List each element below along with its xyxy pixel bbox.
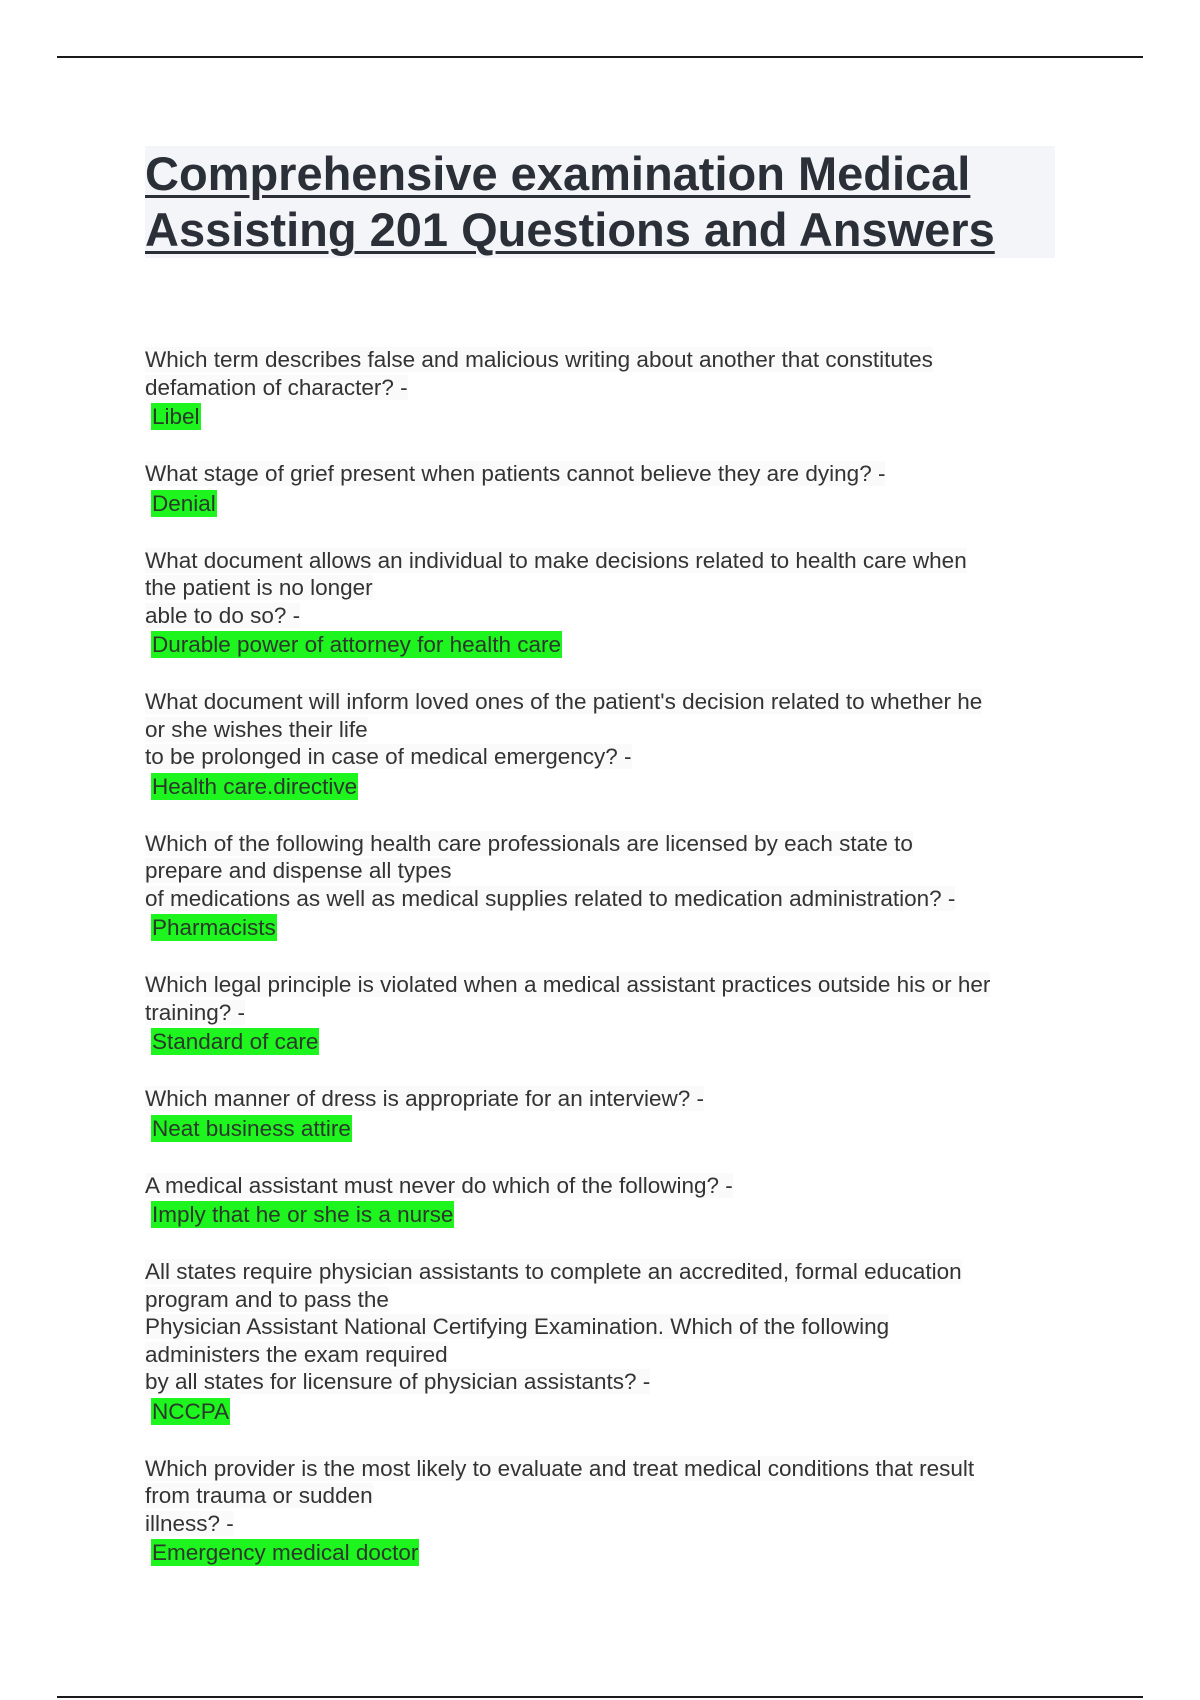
answer-highlight: Denial — [152, 490, 216, 516]
title-box — [145, 146, 1055, 258]
question-text: Which manner of dress is appropriate for an interview? - — [145, 1086, 704, 1111]
top-rule — [57, 56, 1143, 58]
question-text: What document will inform loved ones of the patient's decision related to whether he or she wishes their life to be prolonged in case of medical emergency? - — [145, 689, 983, 769]
answer-highlight: Libel — [152, 404, 200, 429]
qa-item — [145, 830, 1075, 945]
answer-highlight: Imply that he or she is a nurse — [152, 1202, 454, 1227]
qa-list — [145, 346, 1075, 1596]
answer-highlight: Neat business attire — [152, 1115, 351, 1141]
question-text: Which provider is the most likely to evaluate and treat medical conditions that result from trauma or sudden illness? - — [145, 1455, 975, 1536]
answer-highlight: NCCPA — [152, 1398, 230, 1424]
qa-item — [145, 460, 1075, 520]
question-text: Which term describes false and malicious writing about another that constitutes defamation of character? - — [145, 347, 933, 400]
answer-highlight: Standard of care — [152, 1029, 319, 1054]
question-text: What document allows an individual to make decisions related to health care when the patient is no longer able to do so? - — [145, 547, 967, 628]
qa-item — [145, 346, 1075, 433]
qa-item — [145, 1172, 1075, 1232]
question-text: What stage of grief present when patients cannot believe they are dying? - — [145, 461, 886, 486]
question-text: A medical assistant must never do which of the following? - — [145, 1172, 733, 1198]
bottom-rule — [57, 1696, 1143, 1698]
qa-item — [145, 1455, 1075, 1570]
answer-highlight: Durable power of attorney for health care — [152, 632, 561, 657]
qa-item — [145, 971, 1075, 1058]
answer-highlight: Pharmacists — [152, 915, 276, 940]
qa-item — [145, 1085, 1075, 1145]
qa-item — [145, 547, 1075, 662]
question-text: Which of the following health care professionals are licensed by each state to prepare and dispense all types of medications as well as medical supplies related to medication administration? - — [145, 830, 956, 911]
answer-highlight: Emergency medical doctor — [152, 1540, 419, 1565]
question-text: All states require physician assistants to complete an accredited, formal education program and to pass the Physician Assistant National Certifying Examination. Which of the following administers the exam required by all states for licensure of physician assistants? - — [145, 1259, 962, 1394]
answer-highlight: Health care.directive — [152, 773, 358, 799]
qa-item — [145, 1258, 1075, 1428]
page-title: Comprehensive examination Medical Assisting 201 Questions and Answers — [145, 147, 995, 256]
qa-item — [145, 688, 1075, 803]
question-text: Which legal principle is violated when a medical assistant practices outside his or her training? - — [145, 972, 991, 1025]
